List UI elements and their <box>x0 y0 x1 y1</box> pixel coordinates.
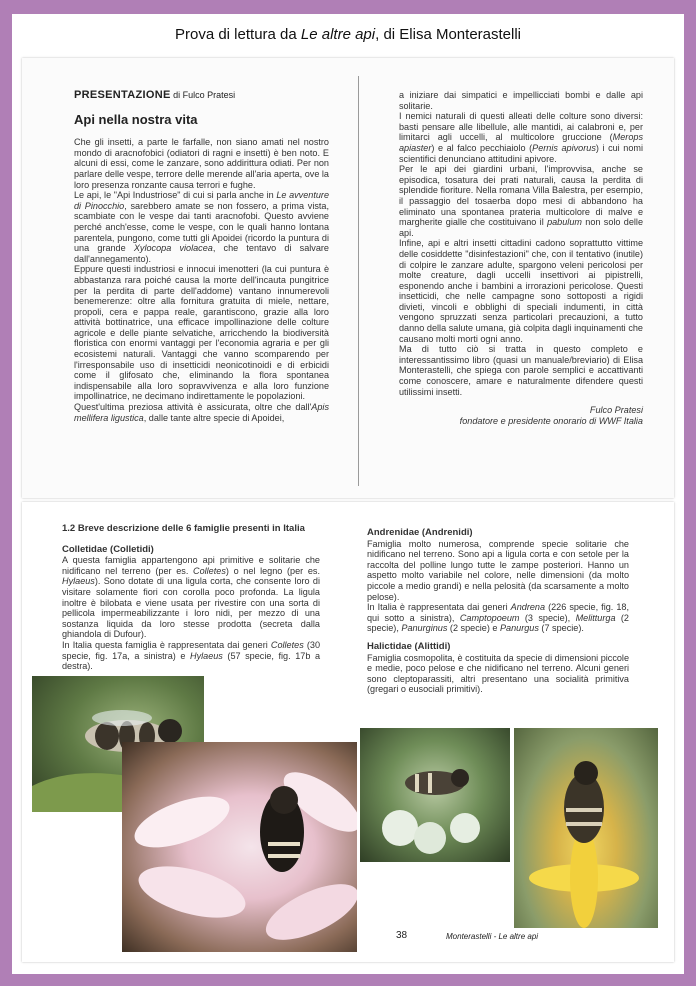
running-head: Monterastelli - Le altre api <box>446 932 539 941</box>
bottom-left-column <box>62 524 320 672</box>
bee-illustration <box>514 728 658 928</box>
paragraph: Quest'ultima preziosa attività è assicurata, oltre che dall'Apis mellifera ligustica, dalle tante altre specie di Apoidei, <box>74 402 329 423</box>
top-left-column <box>74 90 329 423</box>
signature-role: fondatore e presidente onorario di WWF Italia <box>459 415 643 426</box>
bee-illustration <box>360 728 510 862</box>
body-text <box>367 653 629 695</box>
paragraph: Le api, le "Api Industriose" di cui si parla anche in Le avventure di Pinocchio, sarebbero amate se non fossero, a prima vista, scambiate con le vespe dai tanti aracnofobi. Questo avviene perché anch'esse, come le vespe, con le quali hanno lontana parentela, pungono, come tutti gli Apoidei (ricordo la puntura di una grande Xylocopa violacea, che tentavo di salvare dall'annegamento). <box>74 190 330 264</box>
paragraph: Infine, api e altri insetti cittadini cadono soprattutto vittime delle cosiddette "disinfestazioni" che, con il tentativo (inutile) di colpire le zanzare adulte, spargono veleni pericolosi per molte creature, dagli uccelli insettivori ai pipistrelli, esponendo anche i bambini a irrorazioni pericolose. Questi insetticidi, che nelle campagne sono sottoposti a rigidi divieti, vincoli e obblighi di speciali indumenti, in città vengono spruzzati senza particolari precauzioni, a tutto danno della salute umana, già colpita dagli inquinamenti che causano molti morti ogni anno. <box>399 238 643 344</box>
paragraph: Ma di tutto ciò si tratta in questo completo e interessantissimo libro (quasi un manuale/breviario) di Elisa Monterastelli, che spiega con parole semplici e accattivanti come conoscere, amare e naturalmente difendere questi utilissimi insetti. <box>399 344 643 397</box>
paragraph: a iniziare dai simpatici e impellicciati bombi e dalle api solitarie. <box>399 90 643 111</box>
banner: Prova di lettura da Le altre api, di Elisa Monterastelli <box>174 26 522 43</box>
bee-photo <box>514 728 658 928</box>
paragraph: Eppure questi industriosi e innocui imenotteri (la cui puntura è abbastanza rara poiché causa la morte dell'incauta pungitrice per la perdita di parte dell'addome) vantano innumerevoli benemerenze: oltre alla fornitura gratuita di miele, nettare, propoli, cera e pappa reale, garantiscono, grazie alla loro attività bottinatrice, una efficace impollinazione delle colture agricole e delle piante selvatiche, arricchendo la biodiversità floristica con enormi vantaggi per l'economia agraria e per gli ecosistemi naturali. Vantaggi che vanno scomparendo per l'irresponsabile uso di insetticidi neonicotinoidi e di erbicidi come il glifosato che, eliminando la flora spontanea indispensabile alla loro sopravvivenza e alla loro funzione impollinatrice, ne decimano indirettamente le popolazioni. <box>74 264 329 402</box>
body-text <box>74 137 329 423</box>
top-right-column <box>399 90 643 426</box>
column-divider <box>358 76 359 486</box>
paragraph: I nemici naturali di questi alleati delle colture sono diversi: basti pensare alle libellule, alle mantidi, ai calabroni e, per limitarci agli uccelli, al multicolore gruccione (Merops apiaster) e al falco pecchiaiolo (Pernis apivorus) i cui nomi scientifici denunciano attitudini apivore. <box>399 111 643 164</box>
signature-name: Fulco Pratesi <box>589 405 643 416</box>
body-text <box>399 90 643 397</box>
body-text <box>62 555 320 672</box>
top-page <box>22 58 674 498</box>
document-frame <box>12 14 684 974</box>
bee-illustration <box>122 742 357 952</box>
section-title: 1.2 Breve descrizione delle 6 famiglie presenti in Italia <box>62 523 305 534</box>
family-heading: Colletidae (Colletidi) <box>62 543 154 555</box>
bottom-right-column <box>367 524 629 695</box>
page-heading: Api nella nostra vita <box>74 111 198 127</box>
family-heading: Andrenidae (Andrenidi) <box>367 527 473 538</box>
paragraph: In Italia questa famiglia è rappresentata dai generi Colletes (30 specie, fig. 17a, a sinistra) e Hylaeus (57 specie, fig. 17b a destra). <box>62 639 321 672</box>
body-text <box>367 539 629 634</box>
bee-photo <box>122 742 357 952</box>
family-heading: Halictidae (Alittidi) <box>367 640 451 652</box>
bottom-page <box>22 502 674 962</box>
section-label: PRESENTAZIONE di Fulco Pratesi <box>74 89 236 101</box>
paragraph: Per le api dei giardini urbani, l'improvvisa, anche se episodica, tosatura dei prati naturali, causa la perdita di splendide fioriture. Nella romana Villa Balestra, per esempio, il passaggio del tosaerba dopo mesi di abbandono ha eliminato una spontanea prateria multicolore di malve e margherite gialle che costituivano il pabulum non solo delle api. <box>399 164 643 238</box>
paragraph: A questa famiglia appartengono api primitive e solitarie che nidificano nel terreno (per es. Colletes) o nel legno (per es. Hylaeus). Sono dotate di una ligula corta, che consente loro di visitare solamente fiori con corolla poco profonda. La ligula inoltre è bilobata e viene usata per rivestire con una sorta di pellicola impermeabilizzante i loro nidi, per mezzo di una sostanza liquida da loro stesse prodotta (secreta dalla ghiandola di Dufour). <box>62 555 320 640</box>
paragraph: In Italia è rappresentata dai generi Andrena (226 specie, fig. 18, qui sotto a sinistra), Camptopoeum (3 specie), Melitturga (2 specie), Panurginus (2 specie) e Panurgus (7 specie). <box>367 602 629 634</box>
paragraph: Famiglia molto numerosa, comprende specie solitarie che nidificano nel terreno. Sono api a ligula corta e con setole per la raccolta del polline lungo tutte le zampe posteriori. Hanno un aspetto molto variabile nel colore, nelle dimensioni (da molto piccole a medio grandi) e nella pelosità (da scarsamente a molto pelose). <box>367 538 629 602</box>
page-number: 38 <box>396 930 408 941</box>
paragraph: Famiglia cosmopolita, è costituita da specie di dimensioni piccole e medie, poco pelose e che nidificano nel terreno. Alcuni generi sono cleptoparassiti, altri presentano una socialità primitiva (gregari o eusociali primitivi). <box>367 652 629 695</box>
paragraph: Che gli insetti, a parte le farfalle, non siano amati nel nostro mondo di aracnofobici (odiatori di ragni e insetti) è ben noto. E alcuni di essi, come le zanzare, sono addirittura odiati. Per non parlare delle vespe, terrore delle merende all'aria aperta, ove la loro presenza ronzante causa terrori e fughe. <box>74 137 329 190</box>
bee-photo <box>360 728 510 862</box>
